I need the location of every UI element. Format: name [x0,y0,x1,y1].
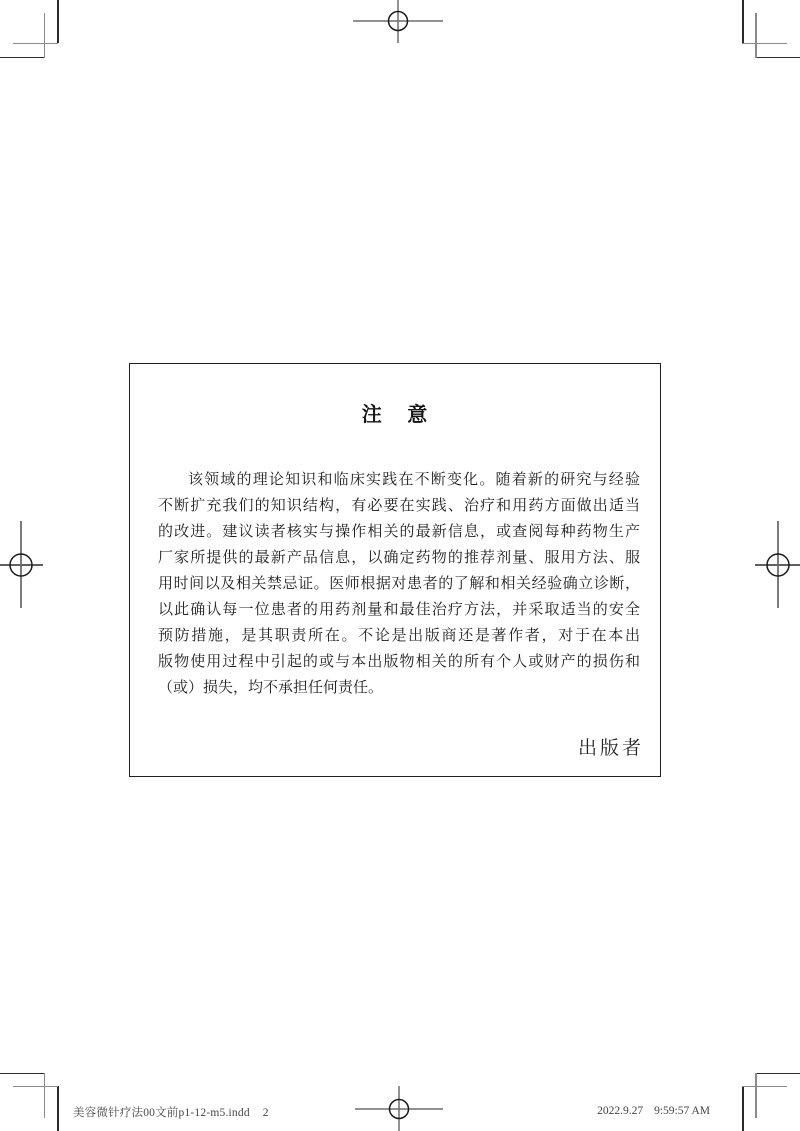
bleed-mark-line [44,13,46,58]
bleed-mark-line [44,1073,46,1118]
crop-mark-line [756,1073,800,1075]
notice-box [129,363,661,777]
footer-date: 2022.9.27 [597,1105,644,1117]
crop-mark-line [756,57,800,59]
registration-mark-top-icon [348,0,448,46]
crop-mark-line [57,0,59,43]
notice-body-line: 用时间以及相关禁忌证。医师根据对患者的了解和相关经验确立诊断， [158,576,640,592]
crop-mark-line [742,1086,744,1131]
crop-mark-line [742,0,744,43]
notice-body-line: 预防措施，是其职责所在。不论是出版商还是著作者，对于在本出 [158,628,640,644]
crop-mark-line [0,1073,44,1075]
bleed-mark-line [742,1086,787,1088]
notice-body-line: 该领域的理论知识和临床实践在不断变化。随着新的研究与经验 [188,472,640,488]
bleed-mark-line [742,43,787,45]
crop-mark-line [0,57,44,59]
registration-mark-right-icon [754,515,800,615]
bleed-mark-line [13,43,58,45]
footer-timestamp [597,1105,710,1117]
notice-title: 注 意 [361,404,429,426]
notice-body-line: 不断扩充我们的知识结构，有必要在实践、治疗和用药方面做出适当 [158,498,640,514]
bleed-mark-line [755,13,757,58]
notice-body [130,467,660,701]
footer-page-number: 2 [262,1107,269,1119]
bleed-mark-line [13,1086,58,1088]
bleed-mark-line [755,1073,757,1118]
registration-mark-left-icon [0,515,46,615]
publisher-signature: 出版者 [577,738,644,759]
footer-slug [73,1104,269,1120]
notice-body-line: 版物使用过程中引起的或与本出版物相关的所有个人或财产的损伤和 [158,654,640,670]
footer-time: 9:59:57 AM [654,1105,710,1117]
crop-mark-line [57,1086,59,1131]
footer-filename: 美容微针疗法00文前p1-12-m5.indd [73,1107,250,1119]
registration-mark-bottom-icon [349,1085,449,1131]
notice-body-line: （或）损失，均不承担任何责任。 [158,680,384,696]
notice-body-line: 厂家所提供的最新产品信息，以确定药物的推荐剂量、服用方法、服 [158,550,640,566]
notice-body-line: 的改进。建议读者核实与操作相关的最新信息，或查阅每种药物生产 [158,524,640,540]
notice-body-line: 以此确认每一位患者的用药剂量和最佳治疗方法，并采取适当的安全 [158,602,640,618]
